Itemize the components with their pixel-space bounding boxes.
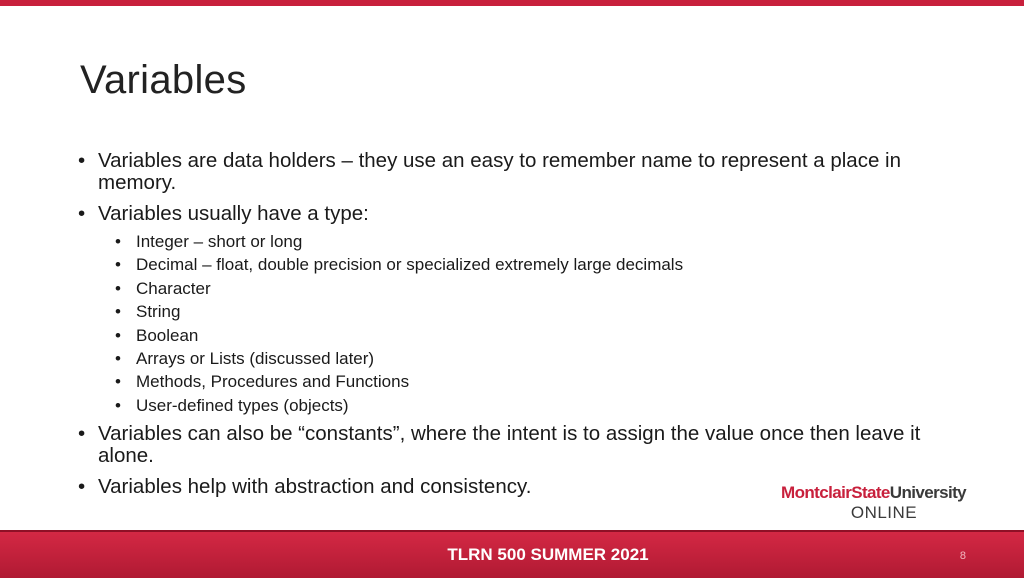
logo-part-university: University — [889, 483, 966, 502]
sub-bullet-text: String — [136, 302, 181, 322]
bullet-icon: • — [115, 349, 121, 369]
bullet-icon: • — [115, 372, 121, 392]
bullet-icon: • — [115, 302, 121, 322]
sub-bullet-text: Boolean — [136, 325, 199, 345]
bullet-icon: • — [115, 325, 121, 345]
sub-bullet-text: Decimal – float, double precision or specialized extremely large decimals — [136, 255, 684, 275]
sub-bullet-item — [78, 370, 958, 393]
bullet-item — [78, 203, 958, 225]
sub-bullet-item — [78, 277, 958, 300]
sub-bullet-item — [78, 230, 958, 253]
bullet-text: Variables usually have a type: — [98, 202, 369, 225]
bullet-item — [78, 423, 958, 467]
bullet-icon: • — [78, 475, 86, 499]
bullet-icon: • — [115, 395, 121, 415]
bullet-icon: • — [78, 149, 86, 172]
bullet-item — [78, 150, 958, 194]
top-accent-bar — [0, 0, 1024, 6]
university-logo — [762, 483, 966, 523]
sub-bullet-text: Character — [136, 278, 211, 298]
sub-bullet-item — [78, 300, 958, 323]
bullet-icon: • — [115, 278, 121, 298]
sub-bullet-text: Arrays or Lists (discussed later) — [136, 349, 375, 369]
bullet-text: Variables help with abstraction and consistency. — [98, 475, 532, 499]
sub-bullet-item — [78, 324, 958, 347]
sub-bullet-list — [78, 230, 958, 417]
course-label: TLRN 500 SUMMER 2021 — [447, 545, 649, 564]
bullet-text: Variables can also be “constants”, where the intent is to assign the value once then leave it alone. — [98, 422, 921, 468]
slide-content — [78, 150, 958, 507]
bullet-icon: • — [115, 255, 121, 275]
logo-part-state: State — [851, 483, 890, 502]
slide-number: 8 — [959, 550, 966, 562]
bullet-icon: • — [78, 422, 86, 446]
sub-bullet-text: User-defined types (objects) — [136, 395, 349, 415]
logo-part-montclair: Montclair — [781, 483, 852, 502]
logo-online: ONLINE — [850, 503, 918, 522]
sub-bullet-item — [78, 347, 958, 370]
slide-title: Variables — [80, 58, 247, 102]
footer-bar — [0, 530, 1024, 578]
bullet-icon: • — [115, 232, 121, 251]
bullet-icon: • — [78, 202, 86, 225]
bullet-text: Variables are data holders – they use an easy to remember name to represent a place in memory. — [98, 149, 901, 194]
sub-bullet-text: Methods, Procedures and Functions — [136, 372, 410, 392]
sub-bullet-item — [78, 394, 958, 417]
sub-bullet-item — [78, 253, 958, 276]
sub-bullet-text: Integer – short or long — [136, 232, 303, 251]
logo-wordmark — [762, 483, 966, 503]
